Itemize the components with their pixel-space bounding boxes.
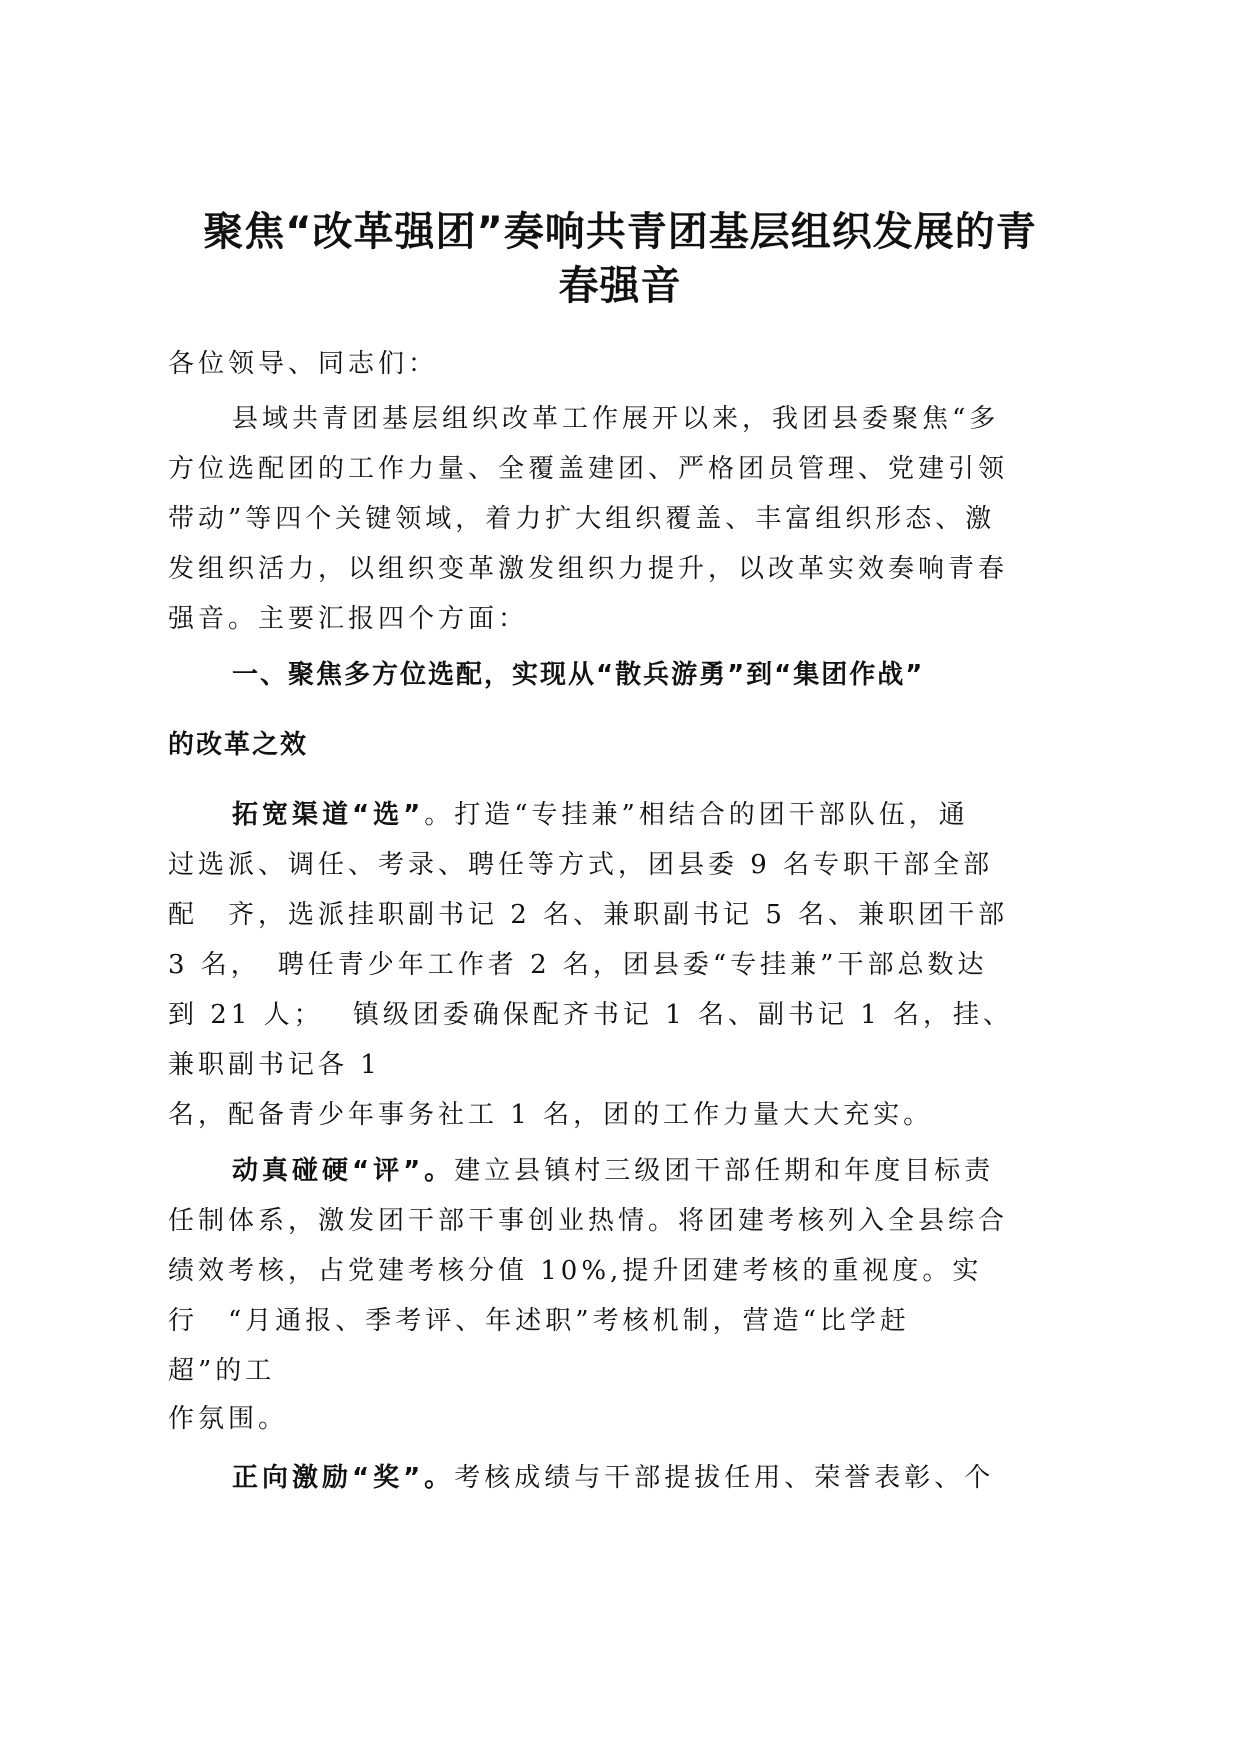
paragraph-1-line: 兼职副书记各 1 <box>168 1050 381 1080</box>
paragraph-3-first-line <box>232 1460 1152 1496</box>
title-line-2: 春强音 <box>558 263 682 309</box>
paragraph-2-text: 建立县镇村三级团干部任期和年度目标责 <box>454 1156 995 1186</box>
paragraph-2-line: 绩效考核，占党建考核分值 10%,提升团建考核的重视度。实 <box>168 1256 983 1286</box>
paragraph-1-lead: 拓宽渠道“选” <box>232 800 425 830</box>
intro-line: 发组织活力，以组织变革激发组织力提升，以改革实效奏响青春 <box>168 554 1009 584</box>
intro-line: 方位选配团的工作力量、全覆盖建团、严格团员管理、党建引领 <box>168 454 1009 484</box>
section-heading-line-2: 的改革之效 <box>168 730 309 760</box>
paragraph-2-first-line <box>232 1153 1152 1189</box>
paragraph-1-first-line <box>232 797 1152 833</box>
intro-line: 县域共青团基层组织改革工作展开以来，我团县委聚焦“多 <box>232 404 1000 434</box>
paragraph-2-line: 超”的工 <box>168 1356 276 1386</box>
paragraph-1-line: 到 21 人； 镇级团委确保配齐书记 1 名、副书记 1 名，挂、 <box>168 1000 1014 1030</box>
paragraph-1-line: 过选派、调任、考录、聘任等方式，团县委 9 名专职干部全部 <box>168 850 994 880</box>
paragraph-3-text: 考核成绩与干部提拔任用、荣誉表彰、个 <box>454 1463 995 1493</box>
paragraph-2-line: 作氛围。 <box>168 1404 289 1434</box>
salutation: 各位领导、同志们： <box>168 349 439 379</box>
paragraph-3-lead: 正向激励“奖”。 <box>232 1463 455 1493</box>
document-title <box>150 205 1090 313</box>
paragraph-2-line: 行 “月通报、季考评、年述职”考核机制，营造“比学赶 <box>168 1306 910 1336</box>
paragraph-1-text: 。打造“专挂兼”相结合的团干部队伍，通 <box>424 800 969 830</box>
intro-line: 带动”等四个关键领域，着力扩大组织覆盖、丰富组织形态、激 <box>168 504 996 534</box>
paragraph-2-line: 任制体系，激发团干部干事创业热情。将团建考核列入全县综合 <box>168 1206 1009 1236</box>
intro-line: 强音。主要汇报四个方面： <box>168 604 529 634</box>
title-line-1: 聚焦“改革强团”奏响共青团基层组织发展的青 <box>203 209 1037 255</box>
paragraph-1-line: 名，配备青少年事务社工 1 名，团的工作力量大大充实。 <box>168 1100 934 1130</box>
paragraph-1-line: 3 名， 聘任青少年工作者 2 名，团县委“专挂兼”干部总数达 <box>168 950 988 980</box>
paragraph-1-line: 配 齐，选派挂职副书记 2 名、兼职副书记 5 名、兼职团干部 <box>168 900 1009 930</box>
section-heading-line-1: 一、聚焦多方位选配，实现从“散兵游勇”到“集团作战” <box>232 660 925 690</box>
paragraph-2-lead: 动真碰硬“评”。 <box>232 1156 455 1186</box>
